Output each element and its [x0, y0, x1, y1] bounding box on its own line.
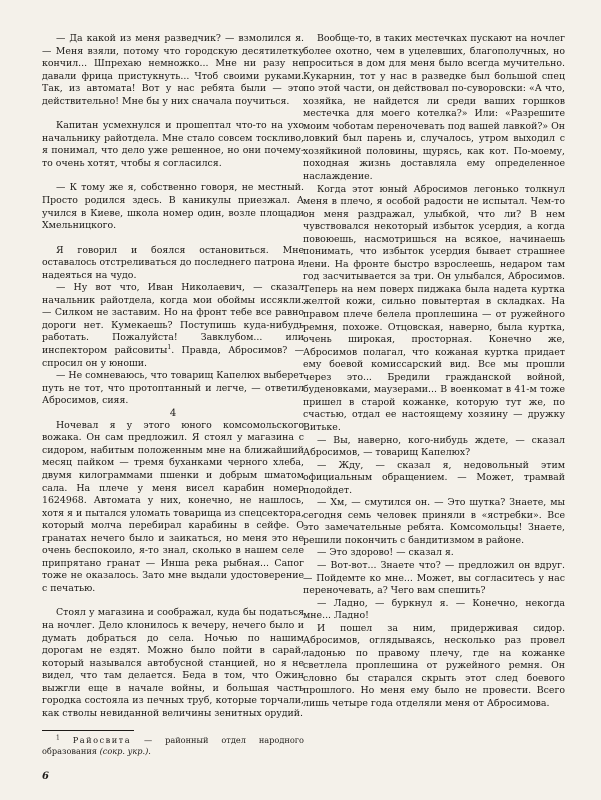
paragraph: — Жду, — сказал я, недовольный этим официальным обращением. — Может, трамвай подойдет.: [303, 459, 565, 496]
paragraph: — Хм, — смутился он. — Это шутка? Знаете, мы сегодня семь человек приняли в «ястребки». Все это замечательные ребята. Комсомольцы! Знаете, решили покончить с бандитизмом в районе.: [303, 497, 565, 546]
footnote-reference: 1: [167, 343, 172, 351]
paragraph: Я говорил и боялся остановиться. Мне оставалось отстреливаться до последнего патрона и надеяться на чудо.: [42, 244, 304, 281]
footnote-divider: [42, 730, 134, 731]
paragraph: Вообще-то, в таких местечках пускают на ночлег более охотно, чем в уцелевших, благополучных, но проситься в дом для меня было всегда мучительно. Кукарнин, тот у нас в разведке был большой спец по этой части, он действовал по-суворовски: «А что, хозяйка, не найдется ли среди ваших горшков местечка для моего котелка?» Или: «Разрешите моим чоботам переночевать под вашей лавкой?» Он ловкий был парень и, случалось, утром выходил с хозяйкиной половины, щурясь, как кот. По-моему, походная жизнь доставляла ему определенное наслаждение.: [303, 33, 566, 183]
paragraph: Капитан усмехнулся и прошептал что-то на ухо начальнику райотдела. Мне стало совсем тоскливо, я понимал, что дело уже решенное, но они почему-то очень хотят, чтобы я согласился.: [42, 120, 304, 169]
footnote-term: Райосвита: [72, 735, 132, 746]
footnote-abbreviation: (сокр. укр.): [99, 745, 149, 756]
paragraph: — Не сомневаюсь, что товарищ Капелюх выберет путь не тот, что протоптанный и легче, — ответил Абросимов, сияя.: [42, 370, 304, 407]
paragraph: — Ладно, — буркнул я. — Конечно, некогда мне... Ладно!: [303, 597, 565, 622]
footnote-mark: 1: [56, 734, 60, 742]
footnote-text: — районный отдел народного образования: [42, 735, 304, 756]
paragraph: — К тому же я, собственно говоря, не местный. Просто родился здесь. В каникулы приезжал. А учился в Киеве, школа номер один, возле площади Хмельницкого.: [42, 182, 304, 232]
paragraph: — Вот-вот... Знаете что? — предложил он вдруг. — Пойдемте ко мне... Может, вы согласитесь у нас переночевать, а? Чего вам спешить?: [303, 559, 565, 597]
paragraph: — Вы, наверно, кого-нибудь ждете, — сказал Абросимов, — товарищ Капелюх?: [303, 434, 565, 459]
footnote-end: .: [148, 745, 151, 756]
paragraph: Стоял у магазина и соображал, куда бы податься на ночлег. Дело клонилось к вечеру, нечего было и думать добраться до села. Ночью по нашим дорогам не ездят. Можно было пойти в сарай, который назывался автобусной станцией, но я не видел, что там делается. Беда в том, что Ожин выжгли еще в начале войны, и большая часть городка состояла из печных труб, которые торчали, как стволы невиданной величины зенитных орудий.: [42, 607, 304, 719]
paragraph: Когда этот юный Абросимов легонько толкнул меня в плечо, я особой радости не испытал. Чем-то он меня раздражал, улыбкой, что ли? В нем чувствовался некоторый избыток усердия, а когда повоюешь, насмотришься на всякое, начинаешь понимать, что избыток усердия бывает страшнее лени. На фронте быстро взрослеешь, недаром там год засчитывается за три. Он улыбался, Абросимов. Теперь на нем поверх пиджака была надета куртка желтой кожи, сильно повытертая в складках. На правом плече белела проплешина — от ружейного ремня, похоже. Отцовская, наверно, была куртка, очень широкая, просторная. Конечно же, Абросимов полагал, что кожаная куртка придает ему боевой комиссарский вид. Все мы прошли через это... Бредили гражданской войной, буденовками, маузерами... В военкомат в 41-м тоже пришел в старой кожанке, которую тут же, по счастью, отдал ее настоящему хозяину — дружку Витьке.: [303, 183, 565, 433]
paragraph: Ночевал я у этого юного комсомольского вожака. Он сам предложил. Я стоял у магазина с сидором, набитым положенным мне на ближайший месяц пайком — тремя буханками черного хлеба, двумя килограммами пшенки и добрым шматом сала. На плече у меня висел карабин номер 1624968. Автомата у них, конечно, не нашлось, хотя я и пытался уломать товарища из спецсектора, который молча перебирал карабины в сейфе. О гранатах нечего было и заикаться, но меня это не очень беспокоило, я-то знал, сколько в нашем селе припрятано гранат — Инша река рыбная... Сапог тоже не оказалось. Зато мне выдали удостоверение с печатью.: [42, 419, 304, 594]
footnote: [42, 735, 304, 756]
right-column: [303, 33, 565, 711]
paragraph: [42, 282, 304, 370]
paragraph: — Да какой из меня разведчик? — взмолился я. — Меня взяли, потому что городскую десятилетку кончил... Шпрехаю немножко... Мне ни разу не давали фрица пристукнуть... Чтоб своими руками. Так, из автомата! Вот у нас ребята были — это действительно! Мне бы у них сначала поучиться.: [42, 33, 304, 107]
paragraph: — Это здорово! — сказал я.: [317, 547, 454, 559]
page-number: 6: [42, 771, 49, 782]
paragraph-text-tail: . Правда, Абросимов? — спросил он у юноши.: [42, 345, 305, 369]
left-column: [42, 33, 304, 756]
paragraph-text: — Ну вот что, Иван Николаевич, — сказал начальник райотдела, когда мои обоймы иссякли. — Силком не заставим. Но на фронт тебе все равно дороги нет. Кумекаешь? Поступишь куда-нибудь работать. Пожалуйста! Завклубом... или инспектором райсовиты: [42, 282, 304, 357]
section-number: 4: [169, 407, 177, 419]
paragraph: И пошел за ним, придерживая сидор. Абросимов, оглядываясь, несколько раз провел ладонью по правому плечу, где на кожанке светлела проплешина от ружейного ремня. Он словно бы старался скрыть этот след боевого прошлого. Но меня ему было не провести. Всего лишь четыре года отделяли меня от Абросимова.: [303, 622, 565, 709]
